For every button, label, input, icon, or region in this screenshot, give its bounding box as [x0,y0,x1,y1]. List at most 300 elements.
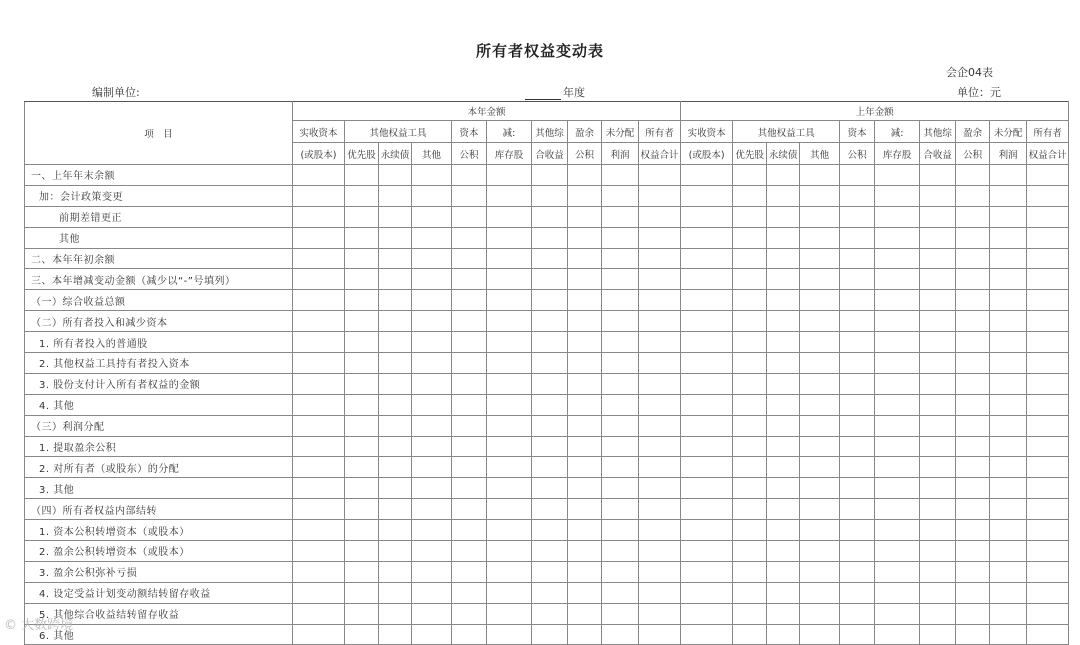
amount-cell [345,436,379,457]
amount-cell [990,603,1027,624]
amount-cell [733,561,767,582]
amount-cell [487,603,532,624]
amount-cell [920,561,956,582]
amount-cell [875,227,920,248]
amount-cell [681,624,733,645]
amount-cell [452,206,487,227]
amount-cell [956,353,990,374]
amount-cell [345,415,379,436]
amount-cell [345,457,379,478]
amount-cell [639,227,681,248]
amount-cell [412,541,452,562]
amount-cell [532,561,568,582]
amount-cell [379,227,412,248]
amount-cell [452,415,487,436]
row-label: 1. 提取盈余公积 [25,436,293,457]
amount-cell [1027,436,1069,457]
amount-cell [990,373,1027,394]
amount-cell [681,165,733,186]
amount-cell [639,269,681,290]
amount-cell [840,373,875,394]
amount-cell [602,206,639,227]
amount-cell [412,332,452,353]
form-code: 会企04表 [946,66,993,79]
amount-cell [800,499,840,520]
table-row [25,582,1069,603]
amount-cell [452,311,487,332]
amount-cell [875,185,920,206]
amount-cell [568,227,602,248]
amount-cell [875,248,920,269]
column-header-line2: 合收益 [920,143,956,165]
year-field [525,84,585,100]
subcolumn-header: 优先股 [345,143,379,165]
amount-cell [681,478,733,499]
amount-cell [639,436,681,457]
amount-cell [733,603,767,624]
amount-cell [487,269,532,290]
amount-cell [602,373,639,394]
row-label: 其他 [25,227,293,248]
amount-cell [800,394,840,415]
amount-cell [767,499,800,520]
amount-cell [920,248,956,269]
amount-cell [639,394,681,415]
amount-cell [379,353,412,374]
row-label: （三）利润分配 [25,415,293,436]
amount-cell [800,582,840,603]
amount-cell [345,373,379,394]
amount-cell [1027,582,1069,603]
amount-cell [990,624,1027,645]
amount-cell [840,520,875,541]
preparer-label: 编制单位: [92,86,140,99]
amount-cell [345,561,379,582]
amount-cell [800,520,840,541]
amount-cell [379,248,412,269]
amount-cell [487,332,532,353]
amount-cell [532,394,568,415]
table-row [25,185,1069,206]
column-header: 资本 [840,121,875,143]
table-row [25,520,1069,541]
amount-cell [1027,290,1069,311]
amount-cell [345,582,379,603]
amount-cell [1027,541,1069,562]
table-row [25,165,1069,186]
column-header-line2: 公积 [956,143,990,165]
column-header: 其他权益工具 [345,121,452,143]
amount-cell [681,561,733,582]
amount-cell [412,582,452,603]
amount-cell [1027,373,1069,394]
amount-cell [875,373,920,394]
amount-cell [990,478,1027,499]
amount-cell [532,478,568,499]
amount-cell [639,248,681,269]
row-label: 6. 其他 [25,624,293,645]
amount-cell [767,373,800,394]
amount-cell [956,415,990,436]
amount-cell [767,561,800,582]
amount-cell [639,582,681,603]
amount-cell [568,206,602,227]
amount-cell [920,290,956,311]
amount-cell [293,165,345,186]
amount-cell [412,206,452,227]
amount-cell [733,478,767,499]
amount-cell [487,520,532,541]
amount-cell [568,541,602,562]
amount-cell [412,227,452,248]
column-header: 其他综 [920,121,956,143]
column-header: 其他权益工具 [733,121,840,143]
amount-cell [767,248,800,269]
amount-cell [1027,311,1069,332]
amount-cell [681,582,733,603]
amount-cell [487,624,532,645]
amount-cell [733,332,767,353]
amount-cell [293,373,345,394]
amount-cell [379,373,412,394]
amount-cell [568,624,602,645]
amount-cell [293,248,345,269]
amount-cell [875,269,920,290]
amount-cell [293,541,345,562]
amount-cell [990,332,1027,353]
amount-cell [733,269,767,290]
amount-cell [733,582,767,603]
amount-cell [956,332,990,353]
amount-cell [412,311,452,332]
amount-cell [875,165,920,186]
amount-cell [800,373,840,394]
amount-cell [379,520,412,541]
amount-cell [532,332,568,353]
table-row [25,415,1069,436]
amount-cell [412,415,452,436]
amount-cell [956,373,990,394]
amount-cell [1027,478,1069,499]
amount-cell [293,478,345,499]
amount-cell [602,582,639,603]
amount-cell [840,332,875,353]
amount-cell [681,248,733,269]
previous-year-header: 上年金额 [681,102,1069,121]
table-row [25,269,1069,290]
amount-cell [920,227,956,248]
table-row [25,373,1069,394]
amount-cell [602,624,639,645]
amount-cell [345,269,379,290]
amount-cell [412,269,452,290]
amount-cell [681,269,733,290]
amount-cell [800,541,840,562]
amount-cell [800,311,840,332]
watermark: © 大数跨境 [4,618,74,633]
amount-cell [379,561,412,582]
amount-cell [990,415,1027,436]
amount-cell [379,499,412,520]
amount-cell [681,353,733,374]
amount-cell [767,332,800,353]
row-label: 3. 股份支付计入所有者权益的金额 [25,373,293,394]
amount-cell [920,373,956,394]
amount-cell [293,415,345,436]
amount-cell [956,185,990,206]
amount-cell [990,582,1027,603]
item-header: 项 目 [25,102,293,165]
amount-cell [840,248,875,269]
amount-cell [345,332,379,353]
amount-cell [345,499,379,520]
amount-cell [767,478,800,499]
amount-cell [920,499,956,520]
amount-cell [639,624,681,645]
amount-cell [412,248,452,269]
amount-cell [639,499,681,520]
amount-cell [875,353,920,374]
amount-cell [379,165,412,186]
amount-cell [920,603,956,624]
amount-cell [733,624,767,645]
column-header-line2: (或股本) [681,143,733,165]
amount-cell [568,332,602,353]
column-header: 未分配 [990,121,1027,143]
amount-cell [568,436,602,457]
amount-cell [602,520,639,541]
amount-cell [532,499,568,520]
amount-cell [800,332,840,353]
table-row [25,394,1069,415]
amount-cell [800,415,840,436]
amount-cell [875,394,920,415]
amount-cell [800,561,840,582]
amount-cell [568,499,602,520]
column-header-line2: 库存股 [875,143,920,165]
amount-cell [956,269,990,290]
amount-cell [1027,248,1069,269]
document-title: 所有者权益变动表 [475,42,604,60]
amount-cell [293,185,345,206]
amount-cell [602,165,639,186]
amount-cell [379,332,412,353]
amount-cell [875,206,920,227]
amount-cell [487,478,532,499]
table-row [25,478,1069,499]
amount-cell [602,436,639,457]
amount-cell [602,353,639,374]
amount-cell [452,227,487,248]
amount-cell [840,227,875,248]
amount-cell [345,165,379,186]
amount-cell [452,541,487,562]
amount-cell [532,603,568,624]
amount-cell [379,415,412,436]
amount-cell [532,227,568,248]
amount-cell [800,185,840,206]
column-header-line2: 权益合计 [1027,143,1069,165]
amount-cell [733,520,767,541]
amount-cell [840,269,875,290]
amount-cell [800,478,840,499]
amount-cell [800,457,840,478]
amount-cell [532,541,568,562]
column-header: 所有者 [639,121,681,143]
amount-cell [412,373,452,394]
amount-cell [487,248,532,269]
amount-cell [875,561,920,582]
amount-cell [568,603,602,624]
amount-cell [956,457,990,478]
amount-cell [990,541,1027,562]
amount-cell [452,394,487,415]
amount-cell [293,394,345,415]
amount-cell [639,373,681,394]
amount-cell [920,353,956,374]
table-row [25,457,1069,478]
amount-cell [800,248,840,269]
amount-cell [920,457,956,478]
table-row [25,561,1069,582]
amount-cell [532,206,568,227]
amount-cell [840,561,875,582]
subcolumn-header: 永续债 [767,143,800,165]
amount-cell [990,165,1027,186]
amount-cell [767,311,800,332]
amount-cell [293,269,345,290]
amount-cell [733,311,767,332]
amount-cell [990,248,1027,269]
amount-cell [800,227,840,248]
amount-cell [733,457,767,478]
amount-cell [379,185,412,206]
amount-cell [487,165,532,186]
amount-cell [733,206,767,227]
amount-cell [990,227,1027,248]
amount-cell [956,561,990,582]
amount-cell [681,436,733,457]
amount-cell [1027,269,1069,290]
amount-cell [532,311,568,332]
amount-cell [412,561,452,582]
amount-cell [639,185,681,206]
amount-cell [1027,185,1069,206]
amount-cell [767,185,800,206]
row-label: 前期差错更正 [25,206,293,227]
column-header: 减: [875,121,920,143]
amount-cell [1027,332,1069,353]
table-row [25,353,1069,374]
amount-cell [293,353,345,374]
amount-cell [875,624,920,645]
amount-cell [602,541,639,562]
amount-cell [920,541,956,562]
amount-cell [920,332,956,353]
amount-cell [639,541,681,562]
amount-cell [956,499,990,520]
amount-cell [532,373,568,394]
amount-cell [487,561,532,582]
amount-cell [379,582,412,603]
amount-cell [532,248,568,269]
amount-cell [875,290,920,311]
unit-label: 单位：元 [957,86,1001,99]
row-label: 2. 盈余公积转增资本（或股本） [25,541,293,562]
amount-cell [602,185,639,206]
amount-cell [767,457,800,478]
row-label: 二、本年年初余额 [25,248,293,269]
row-label: 1. 所有者投入的普通股 [25,332,293,353]
amount-cell [568,290,602,311]
amount-cell [681,394,733,415]
amount-cell [1027,165,1069,186]
amount-cell [840,185,875,206]
column-header-line2: 合收益 [532,143,568,165]
amount-cell [568,561,602,582]
subcolumn-header: 其他 [412,143,452,165]
amount-cell [532,436,568,457]
row-label: （四）所有者权益内部结转 [25,499,293,520]
table-row [25,311,1069,332]
amount-cell [379,603,412,624]
amount-cell [875,415,920,436]
amount-cell [990,561,1027,582]
subcolumn-header: 其他 [800,143,840,165]
column-header-line2: (或股本) [293,143,345,165]
amount-cell [990,206,1027,227]
amount-cell [767,290,800,311]
row-label: 4. 设定受益计划变动额结转留存收益 [25,582,293,603]
amount-cell [452,165,487,186]
amount-cell [875,478,920,499]
amount-cell [639,332,681,353]
amount-cell [681,520,733,541]
amount-cell [412,394,452,415]
amount-cell [990,311,1027,332]
amount-cell [639,478,681,499]
amount-cell [602,332,639,353]
amount-cell [733,436,767,457]
amount-cell [681,457,733,478]
amount-cell [1027,353,1069,374]
amount-cell [956,290,990,311]
amount-cell [875,457,920,478]
amount-cell [800,603,840,624]
amount-cell [875,582,920,603]
amount-cell [956,394,990,415]
table-row [25,206,1069,227]
equity-change-table [24,101,1069,645]
amount-cell [487,373,532,394]
amount-cell [840,457,875,478]
amount-cell [345,227,379,248]
amount-cell [733,353,767,374]
amount-cell [568,269,602,290]
amount-cell [733,248,767,269]
amount-cell [1027,603,1069,624]
amount-cell [293,603,345,624]
amount-cell [956,603,990,624]
amount-cell [920,582,956,603]
amount-cell [840,394,875,415]
amount-cell [875,311,920,332]
amount-cell [920,269,956,290]
amount-cell [293,582,345,603]
column-header-line2: 利润 [990,143,1027,165]
amount-cell [840,603,875,624]
amount-cell [840,206,875,227]
